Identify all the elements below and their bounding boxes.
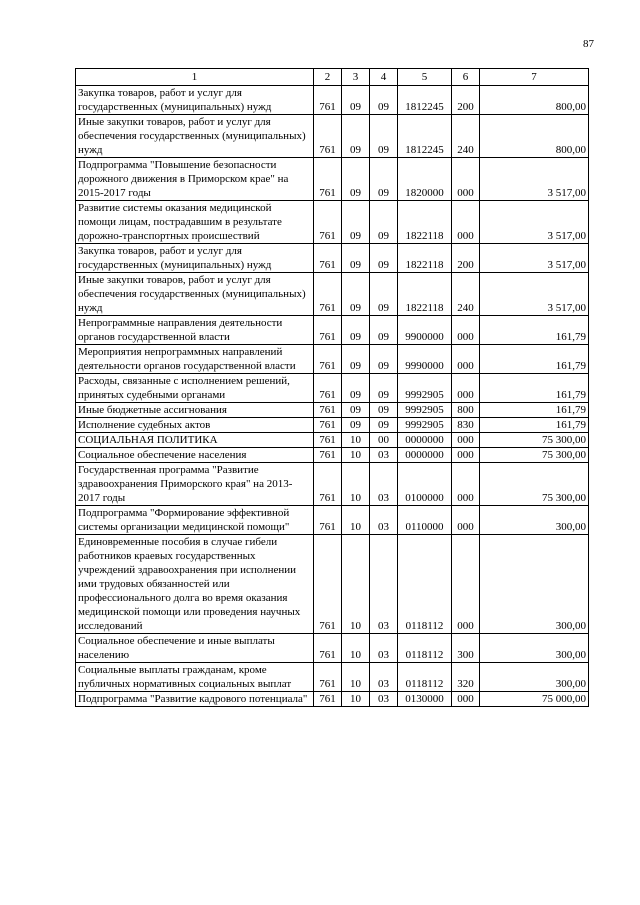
row-vr: 200: [452, 86, 480, 115]
row-vr: 000: [452, 345, 480, 374]
row-name: Подпрограмма "Развитие кадрового потенциала": [76, 692, 314, 707]
budget-table: [75, 68, 589, 707]
row-rz: 09: [342, 403, 370, 418]
row-sum: 300,00: [480, 663, 589, 692]
row-sum: 75 300,00: [480, 463, 589, 506]
row-ved: 761: [314, 418, 342, 433]
row-pr: 09: [370, 158, 398, 201]
row-ved: 761: [314, 374, 342, 403]
table-row: [76, 663, 589, 692]
row-csr: 0100000: [398, 463, 452, 506]
row-vr: 000: [452, 535, 480, 634]
row-pr: 09: [370, 316, 398, 345]
table-row: [76, 535, 589, 634]
row-rz: 09: [342, 273, 370, 316]
row-ved: 761: [314, 244, 342, 273]
row-csr: 0118112: [398, 663, 452, 692]
row-rz: 09: [342, 158, 370, 201]
row-name: Подпрограмма "Формирование эффективной системы организации медицинской помощи": [76, 506, 314, 535]
table-row: [76, 634, 589, 663]
row-vr: 000: [452, 158, 480, 201]
row-vr: 000: [452, 316, 480, 345]
row-csr: 9992905: [398, 403, 452, 418]
row-pr: 09: [370, 418, 398, 433]
row-rz: 10: [342, 663, 370, 692]
row-name: Закупка товаров, работ и услуг для государственных (муниципальных) нужд: [76, 244, 314, 273]
row-rz: 09: [342, 115, 370, 158]
table-row: [76, 345, 589, 374]
row-csr: 0118112: [398, 634, 452, 663]
column-header: 2: [314, 69, 342, 86]
row-ved: 761: [314, 535, 342, 634]
row-pr: 09: [370, 374, 398, 403]
row-rz: 10: [342, 506, 370, 535]
row-sum: 800,00: [480, 86, 589, 115]
row-rz: 09: [342, 374, 370, 403]
row-sum: 161,79: [480, 316, 589, 345]
row-name: Непрограммные направления деятельности органов государственной власти: [76, 316, 314, 345]
row-name: Иные закупки товаров, работ и услуг для обеспечения государственных (муниципальных) нужд: [76, 273, 314, 316]
table-row: [76, 244, 589, 273]
row-ved: 761: [314, 158, 342, 201]
row-ved: 761: [314, 273, 342, 316]
row-csr: 1822118: [398, 273, 452, 316]
column-header: 3: [342, 69, 370, 86]
row-name: Расходы, связанные с исполнением решений, принятых судебными органами: [76, 374, 314, 403]
table-row: [76, 201, 589, 244]
table-row: [76, 86, 589, 115]
row-ved: 761: [314, 403, 342, 418]
row-pr: 03: [370, 634, 398, 663]
row-name: Социальные выплаты гражданам, кроме публичных нормативных социальных выплат: [76, 663, 314, 692]
column-header: 1: [76, 69, 314, 86]
table-row: [76, 418, 589, 433]
row-rz: 09: [342, 86, 370, 115]
row-pr: 09: [370, 86, 398, 115]
row-rz: 09: [342, 418, 370, 433]
row-sum: 800,00: [480, 115, 589, 158]
row-name: Единовременные пособия в случае гибели работников краевых государственных учреждений здравоохранения при исполнении ими трудовых обязанностей или профессионального долга во время оказания медицинской помощи или проведения научных исследований: [76, 535, 314, 634]
row-vr: 300: [452, 634, 480, 663]
row-name: Иные бюджетные ассигнования: [76, 403, 314, 418]
row-vr: 200: [452, 244, 480, 273]
header-row: [76, 69, 589, 86]
row-csr: 9990000: [398, 345, 452, 374]
row-name: Социальное обеспечение и иные выплаты населению: [76, 634, 314, 663]
row-csr: 1822118: [398, 244, 452, 273]
row-sum: 300,00: [480, 506, 589, 535]
row-rz: 09: [342, 244, 370, 273]
table-body: [76, 86, 589, 707]
row-vr: 000: [452, 463, 480, 506]
row-csr: 1812245: [398, 86, 452, 115]
table-row: [76, 433, 589, 448]
row-ved: 761: [314, 345, 342, 374]
row-ved: 761: [314, 433, 342, 448]
row-pr: 00: [370, 433, 398, 448]
table-row: [76, 692, 589, 707]
row-pr: 03: [370, 463, 398, 506]
row-sum: 3 517,00: [480, 201, 589, 244]
row-sum: 161,79: [480, 418, 589, 433]
row-name: Иные закупки товаров, работ и услуг для обеспечения государственных (муниципальных) нужд: [76, 115, 314, 158]
row-name: Подпрограмма "Повышение безопасности дорожного движения в Приморском крае" на 2015-2017 годы: [76, 158, 314, 201]
row-ved: 761: [314, 663, 342, 692]
row-ved: 761: [314, 86, 342, 115]
row-rz: 09: [342, 316, 370, 345]
row-ved: 761: [314, 506, 342, 535]
column-header: 7: [480, 69, 589, 86]
row-csr: 9992905: [398, 374, 452, 403]
row-pr: 03: [370, 535, 398, 634]
row-vr: 000: [452, 448, 480, 463]
row-vr: 240: [452, 115, 480, 158]
row-vr: 240: [452, 273, 480, 316]
row-ved: 761: [314, 692, 342, 707]
row-rz: 10: [342, 692, 370, 707]
row-ved: 761: [314, 316, 342, 345]
row-sum: 75 000,00: [480, 692, 589, 707]
row-pr: 03: [370, 448, 398, 463]
row-vr: 320: [452, 663, 480, 692]
row-pr: 03: [370, 692, 398, 707]
row-rz: 10: [342, 535, 370, 634]
row-pr: 03: [370, 663, 398, 692]
row-name: Развитие системы оказания медицинской помощи лицам, пострадавшим в результате дорожно-транспортных происшествий: [76, 201, 314, 244]
row-name: Мероприятия непрограммных направлений деятельности органов государственной власти: [76, 345, 314, 374]
row-name: Исполнение судебных актов: [76, 418, 314, 433]
table-row: [76, 115, 589, 158]
row-rz: 09: [342, 201, 370, 244]
row-name: СОЦИАЛЬНАЯ ПОЛИТИКА: [76, 433, 314, 448]
row-ved: 761: [314, 201, 342, 244]
table-row: [76, 448, 589, 463]
row-rz: 10: [342, 433, 370, 448]
row-csr: 1822118: [398, 201, 452, 244]
row-vr: 000: [452, 374, 480, 403]
row-pr: 09: [370, 273, 398, 316]
row-pr: 09: [370, 115, 398, 158]
row-sum: 161,79: [480, 403, 589, 418]
row-sum: 75 300,00: [480, 448, 589, 463]
row-vr: 830: [452, 418, 480, 433]
column-header: 4: [370, 69, 398, 86]
table-row: [76, 273, 589, 316]
row-sum: 300,00: [480, 634, 589, 663]
row-csr: 9992905: [398, 418, 452, 433]
row-sum: 300,00: [480, 535, 589, 634]
row-pr: 09: [370, 244, 398, 273]
row-ved: 761: [314, 115, 342, 158]
table-row: [76, 374, 589, 403]
table-row: [76, 316, 589, 345]
row-name: Закупка товаров, работ и услуг для государственных (муниципальных) нужд: [76, 86, 314, 115]
row-rz: 10: [342, 448, 370, 463]
row-pr: 09: [370, 345, 398, 374]
row-sum: 3 517,00: [480, 273, 589, 316]
row-vr: 000: [452, 692, 480, 707]
row-vr: 000: [452, 506, 480, 535]
row-csr: 1820000: [398, 158, 452, 201]
row-sum: 161,79: [480, 345, 589, 374]
table-row: [76, 158, 589, 201]
row-csr: 9900000: [398, 316, 452, 345]
row-sum: 3 517,00: [480, 158, 589, 201]
table-row: [76, 403, 589, 418]
column-header: 5: [398, 69, 452, 86]
row-sum: 3 517,00: [480, 244, 589, 273]
row-name: Социальное обеспечение населения: [76, 448, 314, 463]
row-sum: 161,79: [480, 374, 589, 403]
row-pr: 03: [370, 506, 398, 535]
row-vr: 800: [452, 403, 480, 418]
row-rz: 10: [342, 634, 370, 663]
row-ved: 761: [314, 448, 342, 463]
row-csr: 0130000: [398, 692, 452, 707]
row-csr: 1812245: [398, 115, 452, 158]
row-pr: 09: [370, 201, 398, 244]
column-header: 6: [452, 69, 480, 86]
row-rz: 10: [342, 463, 370, 506]
row-name: Государственная программа "Развитие здравоохранения Приморского края" на 2013-2017 годы: [76, 463, 314, 506]
row-vr: 000: [452, 433, 480, 448]
row-vr: 000: [452, 201, 480, 244]
row-ved: 761: [314, 463, 342, 506]
row-pr: 09: [370, 403, 398, 418]
table-row: [76, 506, 589, 535]
row-rz: 09: [342, 345, 370, 374]
row-csr: 0118112: [398, 535, 452, 634]
row-sum: 75 300,00: [480, 433, 589, 448]
table-row: [76, 463, 589, 506]
row-csr: 0000000: [398, 433, 452, 448]
row-ved: 761: [314, 634, 342, 663]
row-csr: 0110000: [398, 506, 452, 535]
row-csr: 0000000: [398, 448, 452, 463]
page-number: 87: [583, 38, 594, 50]
